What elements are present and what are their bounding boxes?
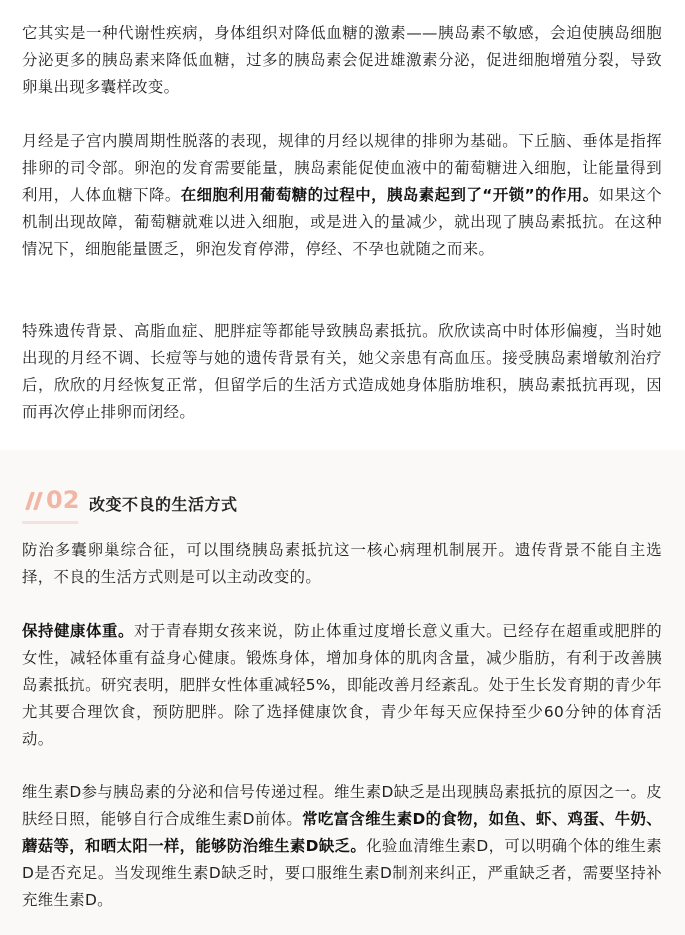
section-paragraph-1: 防治多囊卵巢综合征，可以围绕胰岛素抵抗这一核心病理机制展开。遗传背景不能自主选择，不良的生活方式则是可以主动改变的。 bbox=[22, 541, 662, 586]
section-paragraph-3-emphasis: 常吃富含维生素D的食物，如鱼、虾、鸡蛋、牛奶、蘑菇等，和晒太阳一样，能够防治维生素D缺乏。 bbox=[22, 810, 663, 855]
section-paragraph-3-text-end: 化验血清维生素D，可以明确个体的维生素D是否充足。当发现维生素D缺乏时，要口服维生素D制剂来纠正，严重缺乏者，需要坚持补充维生素D。 bbox=[22, 837, 662, 909]
intro-paragraph-2 bbox=[22, 128, 662, 263]
intro-paragraph-3: 特殊遗传背景、高脂血症、肥胖症等都能导致胰岛素抵抗。欣欣读高中时体形偏瘦，当时她出现的月经不调、长痘等与她的遗传背景有关，她父亲患有高血压。接受胰岛素增敏剂治疗后，欣欣的月经恢复正常，但留学后的生活方式造成她身体脂肪堆积，胰岛素抵抗再现，因而再次停止排卵而闭经。 bbox=[22, 322, 662, 421]
section-paragraph-2-text: 对于青春期女孩来说，防止体重过度增长意义重大。已经存在超重或肥胖的女性，减轻体重有益身心健康。锻炼身体，增加身体的肌肉含量，减少脂肪，有利于改善胰岛素抵抗。研究表明，肥胖女性体重减轻5%，即能改善月经紊乱。处于生长发育期的青少年尤其要合理饮食，预防肥胖。除了选择健康饮食，青少年每天应保持至少60分钟的体育活动。 bbox=[22, 622, 662, 748]
double-slash-icon bbox=[26, 492, 44, 510]
intro-paragraph-2-text-end: 如果这个机制出现故障，葡萄糖就难以进入细胞，或是进入的量减少，就出现了胰岛素抵抗。在这种情况下，细胞能量匮乏，卵泡发育停滞，停经、不孕也就随之而来。 bbox=[22, 186, 662, 258]
intro-paragraph-1: 它其实是一种代谢性疾病，身体组织对降低血糖的激素——胰岛素不敏感，会迫使胰岛细胞分泌更多的胰岛素来降低血糖，过多的胰岛素会促进雄激素分泌，促进细胞增殖分裂，导致卵巢出现多囊样改变。 bbox=[22, 24, 662, 96]
section-paragraph-2-emphasis: 保持健康体重。 bbox=[22, 622, 135, 640]
section-paragraph-3-text: 维生素D参与胰岛素的分泌和信号传递过程。维生素D缺乏是出现胰岛素抵抗的原因之一。皮肤经日照，能够自行合成维生素D前体。 bbox=[22, 783, 662, 828]
section-paragraph-3 bbox=[22, 779, 662, 914]
section-number: 02 bbox=[46, 486, 80, 514]
intro-paragraph-2-emphasis: 在细胞利用葡萄糖的过程中，胰岛素起到了“开锁”的作用。 bbox=[180, 186, 599, 204]
section-title: 改变不良的生活方式 bbox=[89, 495, 238, 514]
intro-paragraph-2-text: 月经是子宫内膜周期性脱落的表现，规律的月经以规律的排卵为基础。下丘脑、垂体是指挥排卵的司令部。卵泡的发育需要能量，胰岛素能促使血液中的葡萄糖进入细胞，让能量得到利用，人体血糖下降。 bbox=[22, 132, 662, 204]
section-heading bbox=[22, 484, 422, 520]
section-heading-underline bbox=[22, 521, 78, 524]
section-paragraph-2 bbox=[22, 618, 662, 753]
